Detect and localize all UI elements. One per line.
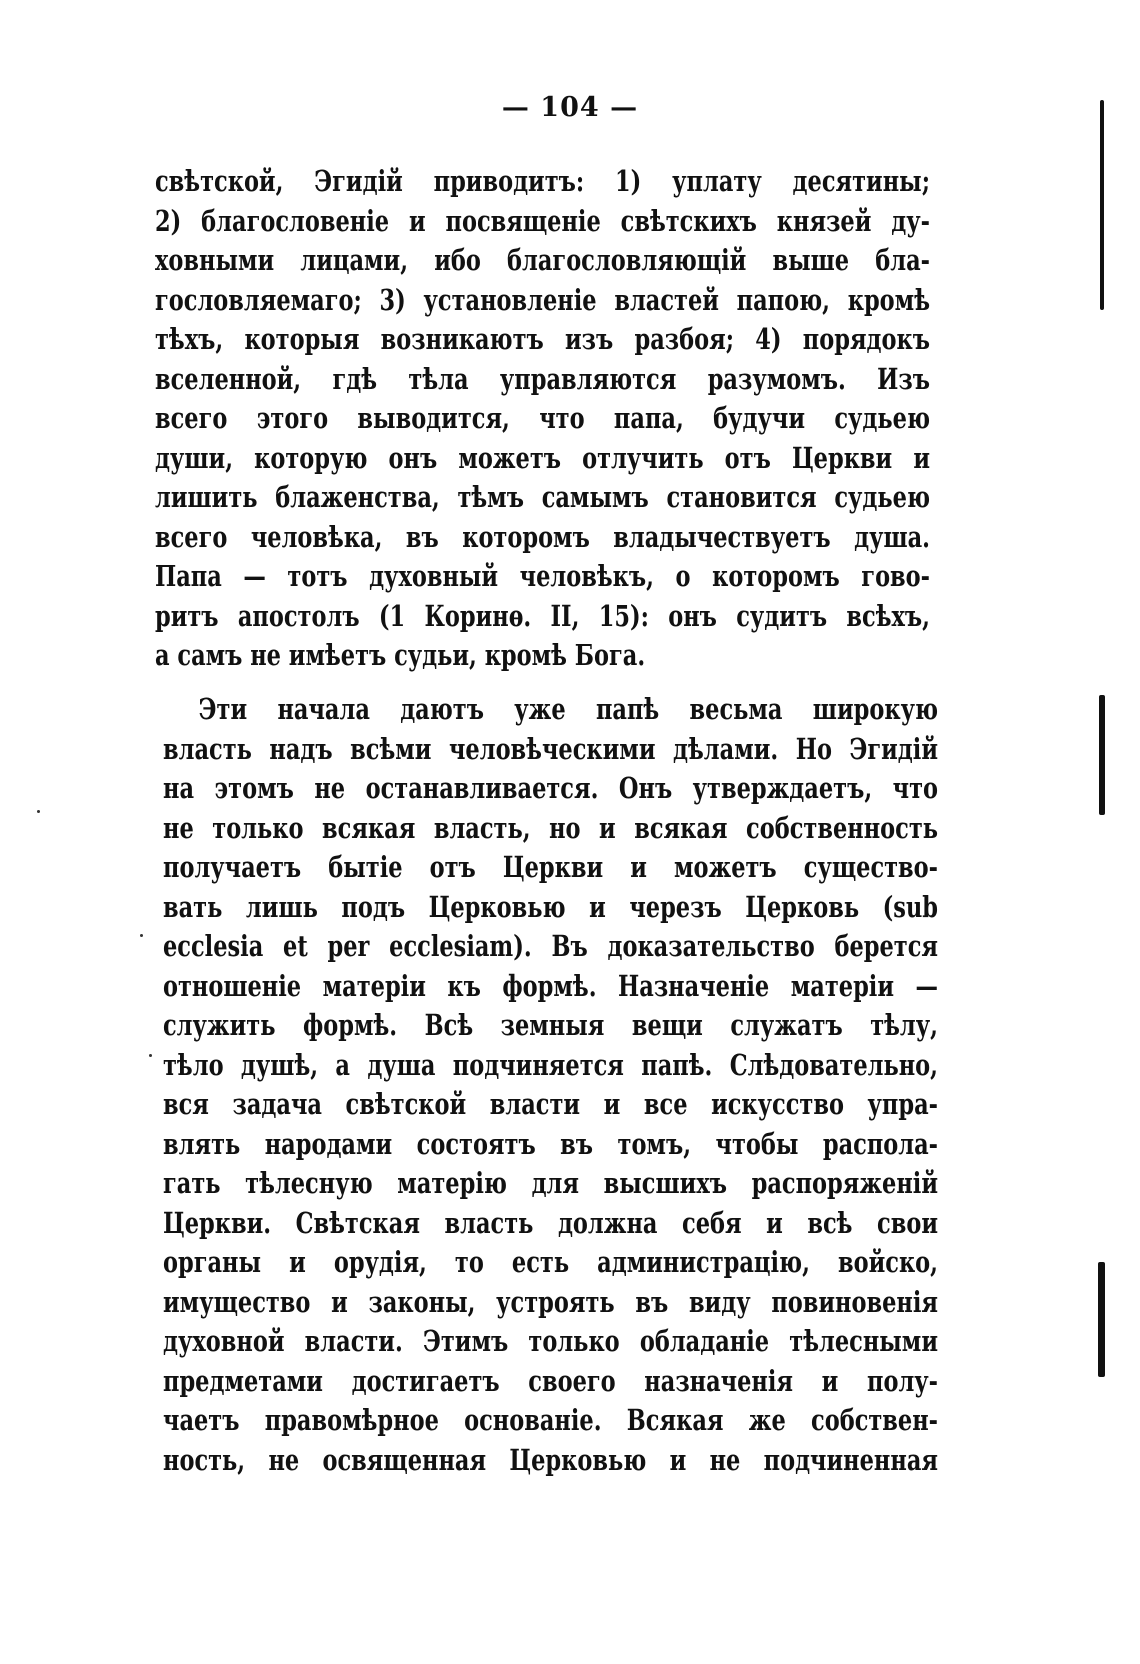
text-line: получаетъ бытіе отъ Церкви и можетъ существо- [163, 850, 938, 884]
text-line: гать тѣлесную матерію для высшихъ распоряженій [163, 1166, 938, 1200]
text-line: а самъ не имѣетъ судьи, кромѣ Бога. [155, 638, 646, 672]
text-line: 2) благословеніе и посвященіе свѣтскихъ князей ду- [155, 203, 930, 238]
text-line: вселенной, гдѣ тѣла управляются разумомъ. Изъ [155, 361, 930, 396]
text-line: ecclesia et per ecclesiam). Въ доказательство берется [163, 929, 938, 963]
text-line: на этомъ не останавливается. Онъ утверждаетъ, что [163, 771, 938, 805]
page-number: — 104 — [501, 92, 639, 123]
margin-scan-mark [1098, 1262, 1105, 1377]
scan-speck [140, 934, 143, 937]
text-line: души, которую онъ можетъ отлучить отъ Церкви и [155, 440, 930, 475]
text-line: ритъ апостолъ (1 Коринѳ. II, 15): онъ судитъ всѣхъ, [155, 598, 930, 633]
text-line: Папа — тотъ духовный человѣкъ, о которомъ гово- [155, 559, 930, 593]
text-line: всего человѣка, въ которомъ владычествуетъ душа. [155, 519, 930, 554]
text-line: духовной власти. Этимъ только обладаніе тѣлесными [163, 1324, 938, 1358]
text-line: власть надъ всѣми человѣческими дѣлами. Но Эгидій [163, 731, 938, 766]
text-line: предметами достигаетъ своего назначенія и полу- [163, 1363, 938, 1398]
text-line: влять народами состоятъ въ томъ, чтобы распола- [163, 1126, 938, 1161]
text-line: гословляемаго; 3) установленіе властей папою, кромѣ [155, 282, 930, 317]
text-line: ховными лицами, ибо благословляющій выше бла- [155, 243, 930, 277]
scan-speck [149, 1054, 152, 1057]
text-line: органы и орудія, то есть администрацію, войско, [163, 1245, 938, 1279]
text-line: ность, не освященная Церковью и не подчиненная [163, 1442, 938, 1477]
margin-scan-mark [1100, 100, 1104, 310]
text-line: служить формѣ. Всѣ земныя вещи служатъ тѣлу, [163, 1008, 938, 1042]
scan-speck [37, 810, 40, 813]
text-line: чаетъ правомѣрное основаніе. Всякая же собствен- [163, 1403, 938, 1437]
text-line: всего этого выводится, что папа, будучи судьею [155, 401, 930, 435]
text-line: Эти начала даютъ уже папѣ весьма широкую [198, 692, 938, 726]
text-line: имущество и законы, устроять въ виду повиновенія [163, 1284, 938, 1319]
text-line: Церкви. Свѣтская власть должна себя и всѣ свои [163, 1205, 938, 1240]
text-line: свѣтской, Эгидій приводитъ: 1) уплату десятины; [155, 164, 930, 198]
text-line: отношеніе матеріи къ формѣ. Назначеніе матеріи — [163, 968, 938, 1003]
margin-scan-mark [1099, 695, 1105, 815]
text-line: тѣло душѣ, а душа подчиняется папѣ. Слѣдовательно, [163, 1047, 938, 1082]
paragraph-2 [163, 690, 938, 1480]
text-line: вся задача свѣтской власти и все искусство упра- [163, 1087, 938, 1121]
text-line: вать лишь подъ Церковью и черезъ Церковь (sub [163, 889, 938, 924]
text-line: тѣхъ, которыя возникаютъ изъ разбоя; 4) порядокъ [155, 322, 930, 356]
text-line: лишить блаженства, тѣмъ самымъ становится судьею [155, 480, 930, 514]
paragraph-1 [155, 162, 930, 676]
text-line: не только всякая власть, но и всякая собственность [163, 810, 938, 845]
